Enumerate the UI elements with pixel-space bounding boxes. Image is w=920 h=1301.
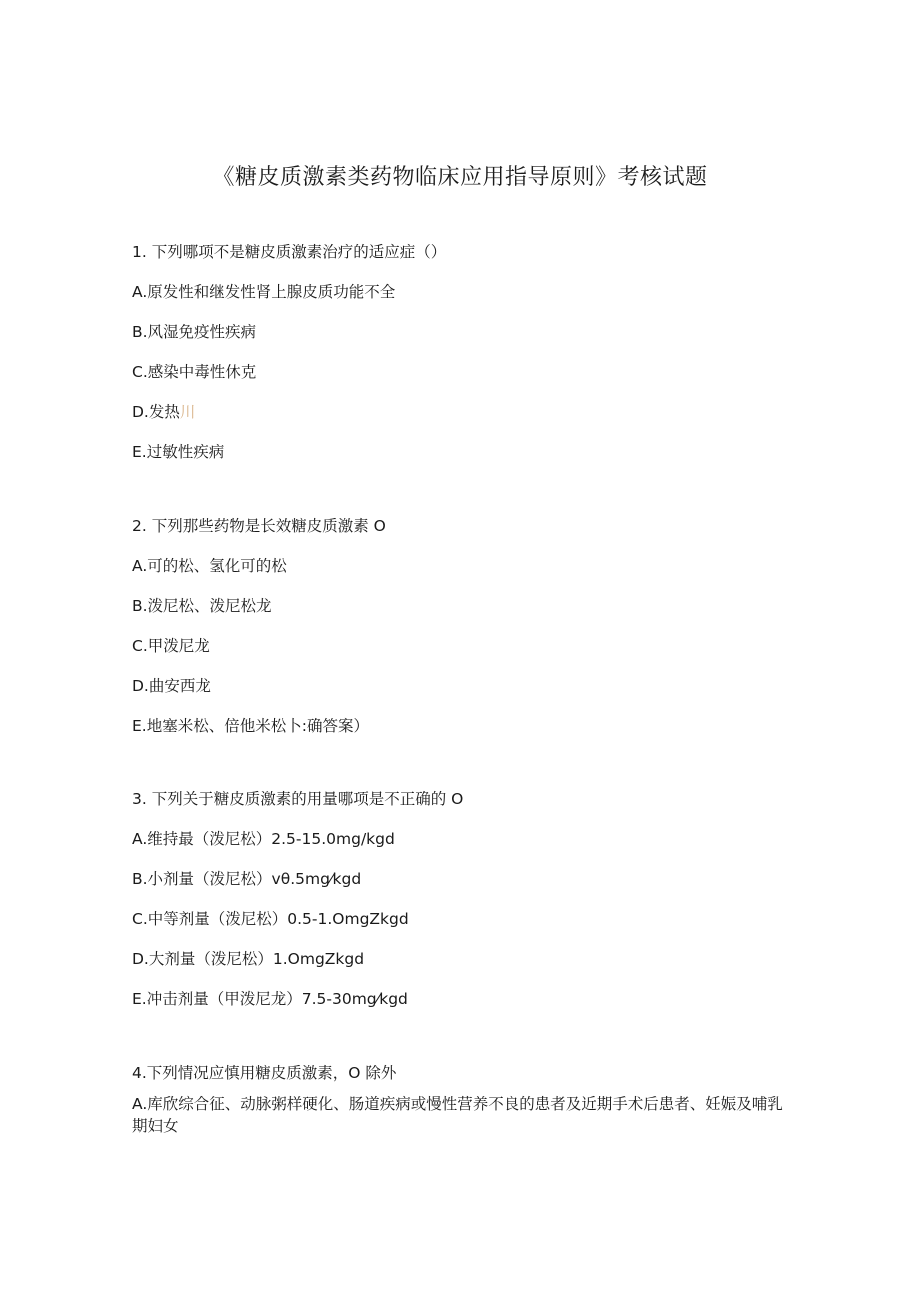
question-1-option-a: A.原发性和继发性肾上腺皮质功能不全	[132, 283, 396, 301]
question-3-stem: 3. 下列关于糖皮质激素的用量哪项是不正确的 O	[132, 790, 464, 808]
question-4-stem: 4.下列情况应慎用糖皮质激素，O 除外	[132, 1064, 397, 1082]
question-2-option-a: A.可的松、氢化可的松	[132, 557, 287, 575]
document-title: 《糖皮质激素类药物临床应用指导原则》考核试题	[212, 165, 708, 190]
question-3-option-a: A.维持最（泼尼松）2.5-15.0mg/kgd	[132, 830, 395, 848]
question-3-option-b: B.小剂量（泼尼松）vθ.5mg⁄kgd	[132, 870, 362, 888]
question-3-option-d: D.大剂量（泼尼松）1.OmgZkgd	[132, 950, 365, 968]
question-3-option-e: E.冲击剂量（甲泼尼龙）7.5-30mg⁄kgd	[132, 990, 408, 1008]
question-2-option-e: E.地塞米松、倍他米松卜:确答案）	[132, 717, 369, 735]
question-1-option-e: E.过敏性疾病	[132, 443, 225, 461]
question-2-stem: 2. 下列那些药物是长效糖皮质激素 O	[132, 517, 386, 535]
question-1-stem: 1. 下列哪项不是糖皮质激素治疗的适应症（）	[132, 243, 447, 261]
question-3-option-c: C.中等剂量（泼尼松）0.5-1.OmgZkgd	[132, 910, 409, 928]
question-2-option-b: B.泼尼松、泼尼松龙	[132, 597, 272, 615]
question-2-option-c: C.甲泼尼龙	[132, 637, 210, 655]
question-2-option-d: D.曲安西龙	[132, 677, 211, 695]
question-1-option-d-mark: 川	[179, 403, 196, 421]
question-4-option-a: A.库欣综合征、动脉粥样硬化、肠道疾病或慢性营养不良的患者及近期手术后患者、妊娠及哺乳期妇女	[132, 1095, 783, 1135]
question-1-option-d: D.发热	[132, 403, 180, 421]
question-1-option-c: C.感染中毒性休克	[132, 363, 257, 381]
question-1-option-d-row	[132, 401, 792, 423]
question-1-option-b: B.风湿免疫性疾病	[132, 323, 257, 341]
